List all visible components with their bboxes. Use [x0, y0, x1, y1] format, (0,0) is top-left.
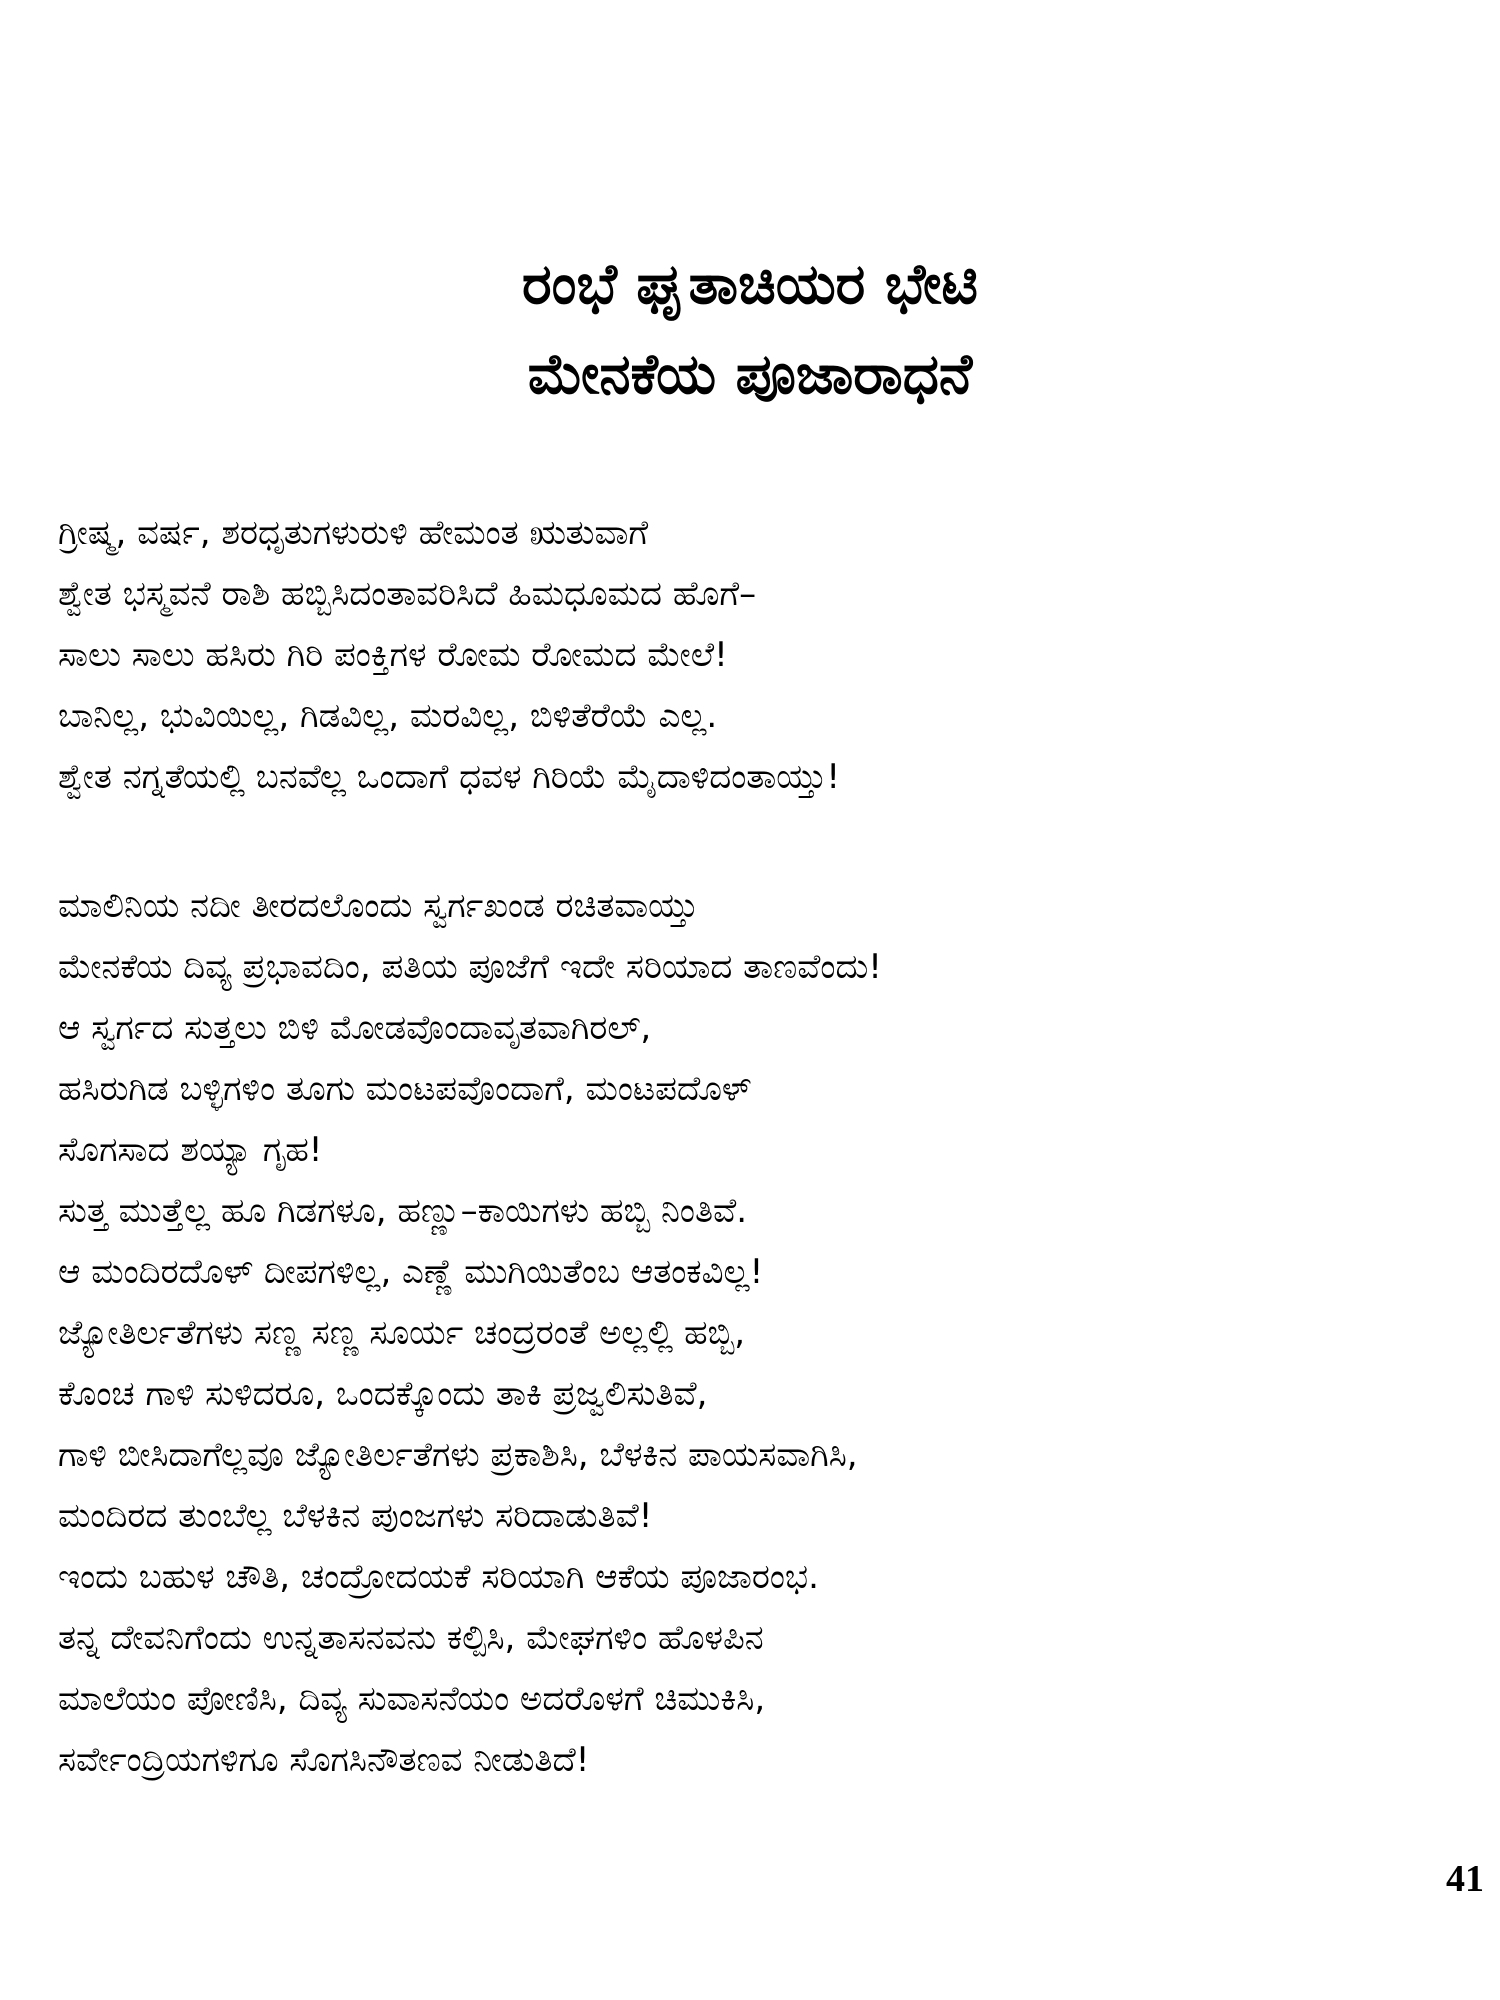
verse-line: ಹಸಿರುಗಿಡ ಬಳ್ಳಿಗಳಿಂ ತೂಗು ಮಂಟಪವೊಂದಾಗೆ, ಮಂಟಪದೊಳ್: [58, 1069, 752, 1109]
verse-line: ಸರ್ವೇಂದ್ರಿಯಗಳಿಗೂ ಸೊಗಸಿನೌತಣವ ನೀಡುತಿದೆ!: [58, 1740, 590, 1780]
verse-line: ಬಾನಿಲ್ಲ, ಭುವಿಯಿಲ್ಲ, ಗಿಡವಿಲ್ಲ, ಮರವಿಲ್ಲ, ಬಿಳಿತೆರೆಯೆ ಎಲ್ಲ.: [58, 696, 718, 736]
verse-line: ತನ್ನ ದೇವನಿಗೆಂದು ಉನ್ನತಾಸನವನು ಕಲ್ಪಿಸಿ, ಮೇಘಗಳಿಂ ಹೊಳಪಿನ: [58, 1618, 764, 1658]
verse-line: ಶ್ವೇತ ಭಸ್ಮವನೆ ರಾಶಿ ಹಬ್ಬಿಸಿದಂತಾವರಿಸಿದೆ ಹಿಮಧೂಮದ ಹೊಗೆ–: [58, 574, 757, 614]
verse-line: ಆ ಸ್ವರ್ಗದ ಸುತ್ತಲು ಬಿಳಿ ಮೋಡವೊಂದಾವೃತವಾಗಿರಲ್,: [58, 1008, 652, 1048]
verse-line: ಮಾಲಿನಿಯ ನದೀ ತೀರದಲೊಂದು ಸ್ವರ್ಗಖಂಡ ರಚಿತವಾಯ್ತು: [58, 886, 699, 926]
verse-line: ಶ್ವೇತ ನಗ್ನತೆಯಲ್ಲಿ ಬನವೆಲ್ಲ ಒಂದಾಗೆ ಧವಳ ಗಿರಿಯೆ ಮೈದಾಳಿದಂತಾಯ್ತು!: [58, 757, 841, 797]
verse-line: ಜ್ಯೋತಿರ್ಲತೆಗಳು ಸಣ್ಣ ಸಣ್ಣ ಸೂರ್ಯ ಚಂದ್ರರಂತೆ ಅಲ್ಲಲ್ಲಿ ಹಬ್ಬಿ,: [58, 1313, 746, 1353]
page-number: 41: [1446, 1858, 1484, 1900]
verse-line: ಸುತ್ತ ಮುತ್ತೆಲ್ಲ ಹೂ ಗಿಡಗಳೂ, ಹಣ್ಣು–ಕಾಯಿಗಳು ಹಬ್ಬಿ ನಿಂತಿವೆ.: [58, 1191, 748, 1231]
verse-line: ಮೇನಕೆಯ ದಿವ್ಯ ಪ್ರಭಾವದಿಂ, ಪತಿಯ ಪೂಜೆಗೆ ಇದೇ ಸರಿಯಾದ ತಾಣವೆಂದು!: [58, 947, 882, 987]
verse-line: ಗಾಳಿ ಬೀಸಿದಾಗೆಲ್ಲವೂ ಜ್ಯೋತಿರ್ಲತೆಗಳು ಪ್ರಕಾಶಿಸಿ, ಬೆಳಕಿನ ಪಾಯಸವಾಗಿಸಿ,: [58, 1435, 858, 1475]
stanza-1: [58, 503, 1478, 808]
verse-line: ಆ ಮಂದಿರದೊಳ್ ದೀಪಗಳಿಲ್ಲ, ಎಣ್ಣೆ ಮುಗಿಯಿತೆಂಬ ಆತಂಕವಿಲ್ಲ!: [58, 1252, 764, 1292]
verse-line: ಮಂದಿರದ ತುಂಬೆಲ್ಲ ಬೆಳಕಿನ ಪುಂಜಗಳು ಸರಿದಾಡುತಿವೆ!: [58, 1496, 653, 1536]
verse-line: ಸೊಗಸಾದ ಶಯ್ಯಾ ಗೃಹ!: [58, 1130, 323, 1170]
verse-line: ಗ್ರೀಷ್ಮ, ವರ್ಷ, ಶರಧೃತುಗಳುರುಳಿ ಹೇಮಂತ ಋತುವಾಗೆ: [58, 513, 649, 553]
page-title: [0, 240, 1500, 420]
verse-line: ಕೊಂಚ ಗಾಳಿ ಸುಳಿದರೂ, ಒಂದಕ್ಕೊಂದು ತಾಕಿ ಪ್ರಜ್ವಲಿಸುತಿವೆ,: [58, 1374, 708, 1414]
verse-line: ಇಂದು ಬಹುಳ ಚೌತಿ, ಚಂದ್ರೋದಯಕೆ ಸರಿಯಾಗಿ ಆಕೆಯ ಪೂಜಾರಂಭ.: [58, 1557, 819, 1597]
stanza-2: [58, 876, 1478, 1791]
verse-line: ಸಾಲು ಸಾಲು ಹಸಿರು ಗಿರಿ ಪಂಕ್ತಿಗಳ ರೋಮ ರೋಮದ ಮೇಲೆ!: [58, 635, 728, 675]
title-line-2: ಮೇನಕೆಯ ಪೂಜಾರಾಧನೆ: [527, 342, 973, 407]
poem-body: [58, 503, 1478, 1791]
verse-line: ಮಾಲೆಯಂ ಪೋಣಿಸಿ, ದಿವ್ಯ ಸುವಾಸನೆಯಂ ಅದರೊಳಗೆ ಚಿಮುಕಿಸಿ,: [58, 1679, 766, 1719]
title-line-1: ರಂಭೆ ಘೃತಾಚಿಯರ ಭೇಟಿ: [522, 252, 978, 317]
